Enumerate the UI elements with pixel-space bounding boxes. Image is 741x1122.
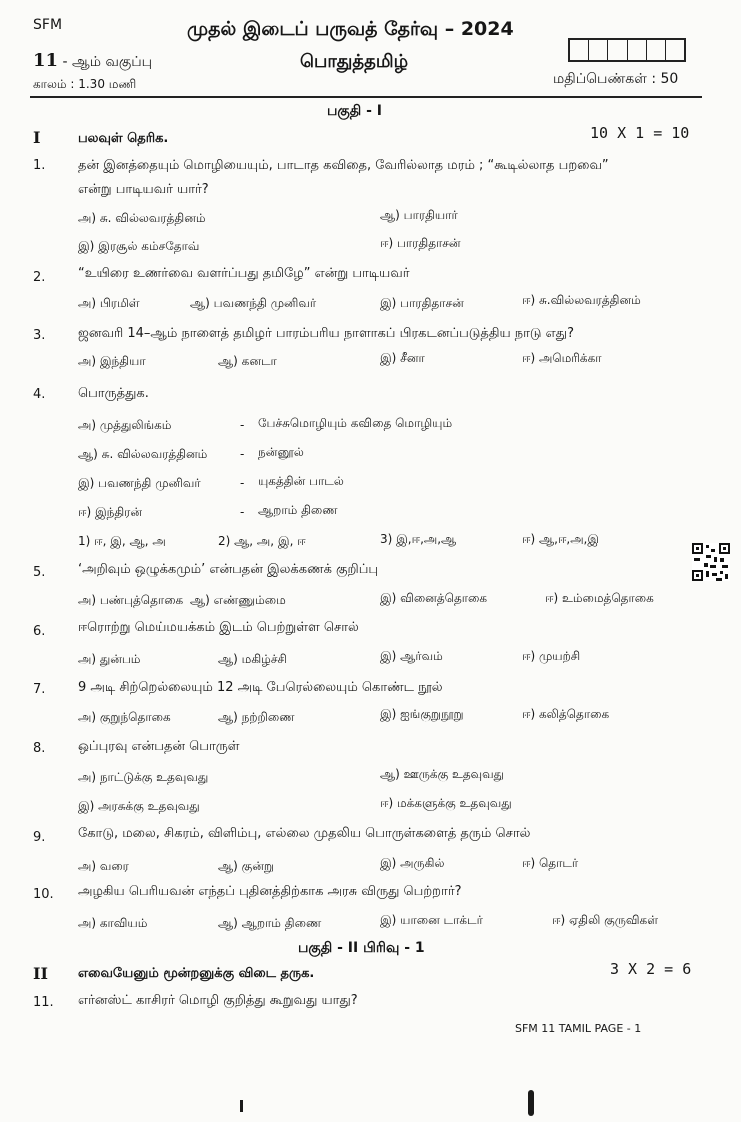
question-number: 2.: [33, 270, 46, 285]
standard-label: - ஆம் வகுப்பு: [62, 54, 153, 70]
scan-mark: [528, 1090, 534, 1116]
option: ஈ) உம்மைத்தொகை: [545, 591, 654, 605]
section-1-number: I: [33, 128, 41, 147]
option: ஆ) மகிழ்ச்சி: [218, 652, 287, 666]
option: இ) சீனா: [380, 351, 425, 365]
match-right: பேச்சுமொழியும் கவிதை மொழியும்: [258, 416, 453, 430]
option: ஆ) கனடா: [218, 354, 277, 368]
option: ஆ) பாரதியார்: [380, 208, 458, 222]
duration: காலம் : 1.30 மணி: [33, 77, 137, 91]
option: அ) இந்தியா: [78, 354, 146, 368]
subject-title: பொதுத்தமிழ்: [300, 51, 409, 72]
option: ஈ) முயற்சி: [522, 649, 581, 663]
question-number: 11.: [33, 995, 54, 1010]
match-left: இ) பவணந்தி முனிவர்: [78, 476, 201, 490]
question-text: “உயிரை உணர்வை வளர்ப்பது தமிழே” என்று பாடியவர்: [78, 266, 410, 281]
match-left: ஆ) சு. வில்லவரத்தினம்: [78, 447, 208, 461]
section-2-number: II: [33, 964, 48, 983]
option: ஆ) குன்று: [218, 859, 274, 873]
question-text: எர்னஸ்ட் காசிரர் மொழி குறித்து கூறுவது யாது?: [78, 993, 358, 1008]
section-2-instruction: எவையேனும் மூன்றனுக்கு விடை தருக.: [78, 966, 315, 981]
exam-title: முதல் இடைப் பருவத் தேர்வு – 2024: [187, 18, 514, 40]
part-1-title: பகுதி - I: [327, 103, 383, 119]
option: இ) ஆர்வம்: [380, 649, 443, 663]
question-text: ஒப்புரவு என்பதன் பொருள்: [78, 739, 240, 754]
exam-code: SFM: [33, 17, 63, 33]
section-1-score: 10 X 1 = 10: [590, 124, 690, 142]
question-text: என்று பாடியவர் யார்?: [78, 182, 209, 197]
question-text: தன் இனத்தையும் மொழியையும், பாடாத கவிதை, வேரில்லாத மரம் ; “கூடில்லாத பறவை”: [78, 158, 609, 173]
question-number: 6.: [33, 624, 46, 639]
option: அ) பண்புத்தொகை: [78, 593, 184, 607]
section-2-score: 3 X 2 = 6: [610, 960, 692, 978]
match-dash: -: [240, 418, 245, 432]
option: இ) இரசூல் கம்சதோவ்: [78, 239, 200, 253]
match-left: அ) முத்துலிங்கம்: [78, 418, 172, 432]
option: ஈ) தொடர்: [522, 856, 579, 870]
qr-code: [692, 543, 730, 581]
option: ஈ) மக்களுக்கு உதவுவது: [380, 796, 512, 810]
question-text: 9 அடி சிற்றெல்லையும் 12 அடி பேரெல்லையும் கொண்ட நூல்: [78, 680, 443, 695]
option: ஆ) ஆறாம் திணை: [218, 916, 322, 930]
option: இ) அரசுக்கு உதவுவது: [78, 799, 200, 813]
register-number-boxes: [568, 38, 686, 62]
match-right: யுகத்தின் பாடல்: [258, 474, 344, 488]
standard-number: 11: [33, 50, 59, 71]
option: அ) துன்பம்: [78, 652, 141, 666]
option: ஈ) கலித்தொகை: [522, 707, 610, 721]
question-text: பொருத்துக.: [78, 386, 149, 401]
option: அ) சு. வில்லவரத்தினம்: [78, 211, 206, 225]
option: ஆ) எண்ணும்மை: [190, 593, 286, 607]
option: அ) பிரமிள்: [78, 296, 140, 310]
header-divider: [30, 96, 702, 98]
option: அ) நாட்டுக்கு உதவுவது: [78, 770, 209, 784]
question-number: 9.: [33, 830, 46, 845]
option: அ) குறுந்தொகை: [78, 710, 171, 724]
option: 1) ஈ, இ, ஆ, அ: [78, 534, 166, 548]
option: 2) ஆ, அ, இ, ஈ: [218, 534, 306, 548]
question-number: 7.: [33, 682, 46, 697]
question-text: ஜனவரி 14–ஆம் நாளைத் தமிழர் பாரம்பரிய நாளாகப் பிரகடனப்படுத்திய நாடு எது?: [78, 326, 574, 341]
part-2-title: பகுதி - II பிரிவு - 1: [298, 940, 425, 956]
match-dash: -: [240, 505, 245, 519]
option: ஈ) அமெரிக்கா: [522, 351, 602, 365]
question-text: ‘அறிவும் ஒழுக்கமும்’ என்பதன் இலக்கணக் குறிப்பு: [78, 562, 379, 577]
match-right: நன்னூல்: [258, 445, 304, 459]
question-text: அழகிய பெரியவன் எந்தப் புதினத்திற்காக அரசு விருது பெற்றார்?: [78, 884, 462, 899]
match-right: ஆறாம் திணை: [258, 503, 338, 517]
option: ஈ) சு.வில்லவரத்தினம்: [522, 293, 641, 307]
question-number: 4.: [33, 387, 46, 402]
option: இ) யானை டாக்டர்: [380, 913, 483, 927]
option: இ) அருகில்: [380, 856, 445, 870]
option: ஆ) பவணந்தி முனிவர்: [190, 296, 317, 310]
question-text: கோடு, மலை, சிகரம், விளிம்பு, எல்லை முதலிய பொருள்களைத் தரும் சொல்: [78, 826, 531, 841]
option: இ) வினைத்தொகை: [380, 591, 488, 605]
question-number: 10.: [33, 887, 54, 902]
question-number: 8.: [33, 741, 46, 756]
match-dash: -: [240, 476, 245, 490]
scan-mark: [240, 1100, 243, 1112]
question-text: ஈரொற்று மெய்மயக்கம் இடம் பெற்றுள்ள சொல்: [78, 620, 359, 635]
option: 3) இ,ஈ,அ,ஆ: [380, 532, 457, 546]
max-marks: மதிப்பெண்கள் : 50: [553, 71, 679, 87]
option: ஈ) ஏதிலி குருவிகள்: [552, 913, 659, 927]
match-dash: -: [240, 447, 245, 461]
match-left: ஈ) இந்திரன்: [78, 505, 142, 519]
question-number: 3.: [33, 328, 46, 343]
option: ஆ) ஊருக்கு உதவுவது: [380, 767, 505, 781]
section-1-instruction: பலவுள் தெரிக.: [78, 131, 169, 146]
option: அ) காவியம்: [78, 916, 148, 930]
option: ஈ) பாரதிதாசன்: [380, 236, 461, 250]
standard: [33, 50, 152, 72]
page-footer: SFM 11 TAMIL PAGE - 1: [515, 1022, 642, 1035]
question-number: 5.: [33, 565, 46, 580]
option: அ) வரை: [78, 859, 129, 873]
question-number: 1.: [33, 158, 46, 173]
option: இ) ஐங்குறுநூறு: [380, 707, 464, 721]
option: ஆ) நற்றிணை: [218, 710, 295, 724]
option: இ) பாரதிதாசன்: [380, 296, 464, 310]
option: ஈ) ஆ,ஈ,அ,இ: [522, 532, 600, 546]
